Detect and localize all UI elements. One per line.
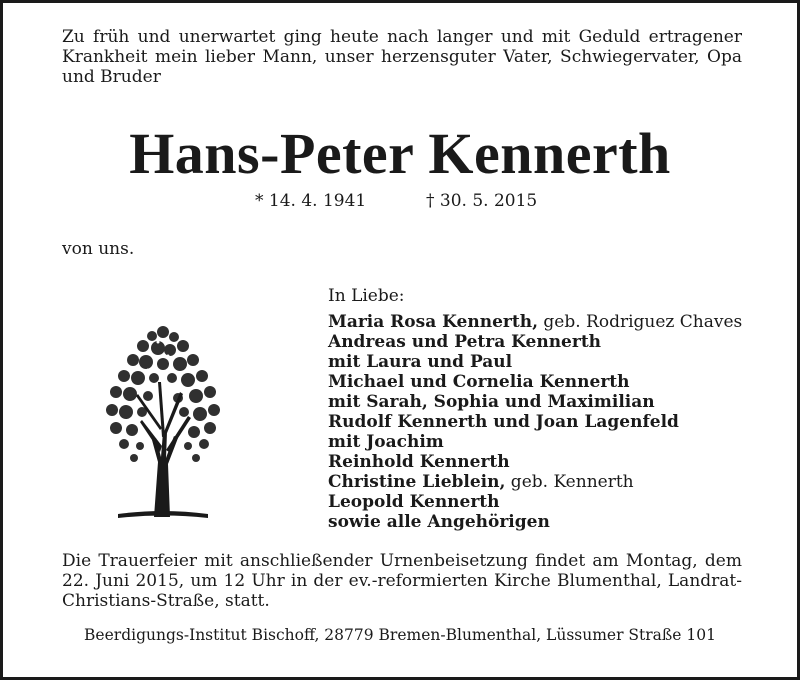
mourner-line: Rudolf Kennerth und Joan Lagenfeld xyxy=(328,412,679,432)
mourner-line: Michael und Cornelia Kennerth xyxy=(328,372,630,392)
closing-phrase: von uns. xyxy=(62,239,135,259)
mourner-line: Maria Rosa Kennerth, geb. Rodriguez Chaves xyxy=(328,312,743,332)
deceased-name: Hans-Peter Kennerth xyxy=(129,121,671,186)
in-love-label: In Liebe: xyxy=(328,286,405,306)
mourner-line: mit Sarah, Sophia und Maximilian xyxy=(328,392,655,412)
mourner-line: sowie alle Angehörigen xyxy=(328,512,550,532)
mourners-list xyxy=(328,312,742,532)
mourner-line: Reinhold Kennerth xyxy=(328,452,510,472)
tree-icon xyxy=(88,312,238,522)
mourner-line: Andreas und Petra Kennerth xyxy=(328,332,602,352)
mourner-line: Christine Lieblein, geb. Kennerth xyxy=(328,472,634,492)
death-date: † 30. 5. 2015 xyxy=(426,191,538,211)
service-details: Die Trauerfeier mit anschließender Urnenbeisetzung findet am Montag, dem 22. Juni 2015, um 12 Uhr in der ev.-reformierten Kirche Blumenthal, Landrat-Christians-Straße, statt. xyxy=(62,551,742,611)
mourner-line: Leopold Kennerth xyxy=(328,492,500,512)
mourner-line: mit Laura und Paul xyxy=(328,352,513,372)
birth-date: * 14. 4. 1941 xyxy=(255,191,367,211)
intro-text: Zu früh und unerwartet ging heute nach langer und mit Geduld ertragener Krankheit mein lieber Mann, unser herzensguter Vater, Schwiegervater, Opa und Bruder xyxy=(62,27,742,87)
mourner-line: mit Joachim xyxy=(328,432,444,452)
funeral-home-line: Beerdigungs-Institut Bischoff, 28779 Bremen-Blumenthal, Lüssumer Straße 101 xyxy=(84,626,716,644)
